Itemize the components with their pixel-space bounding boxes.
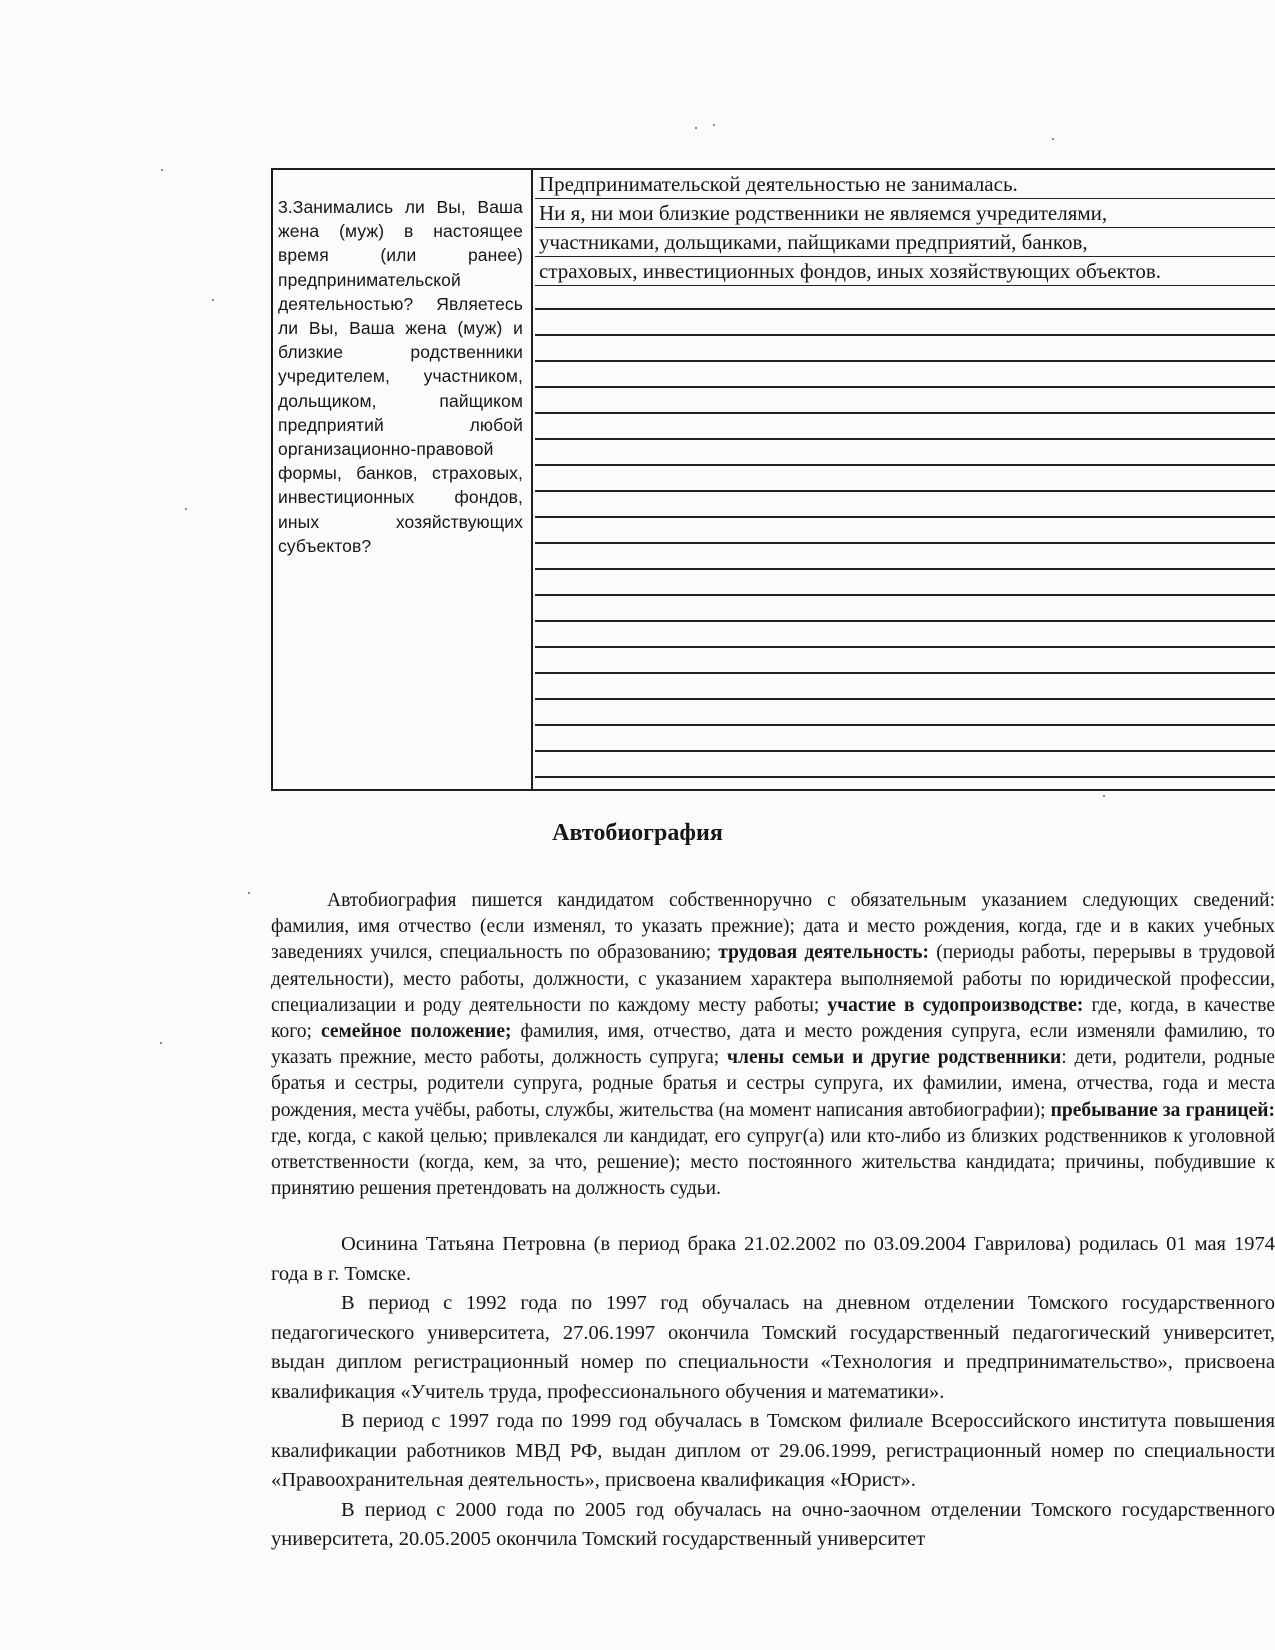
instructions-text: где, когда, с какой целью; привлекался ли кандидат, его супруг(а) или кто-либо из близких родственников к уголовной ответственности (когда, кем, за что, решение); место постоянного жительства кандидата; причины, побудившие к принятию решения претендовать на должность судьи. bbox=[271, 1125, 1275, 1200]
answer-ruled-line bbox=[535, 620, 1275, 622]
instructions-heading: семейное положение; bbox=[320, 1021, 512, 1043]
answer-line: Предпринимательской деятельностью не занималась. bbox=[535, 170, 1275, 199]
instructions-heading: пребывание за границей: bbox=[1050, 1099, 1275, 1121]
instructions-heading: участие в судопроизводстве: bbox=[827, 994, 1084, 1016]
answer-ruled-line bbox=[535, 464, 1275, 466]
instructions-heading: члены семьи и другие родственники bbox=[727, 1047, 1062, 1069]
answer-ruled-line bbox=[535, 542, 1275, 544]
answer-ruled-line bbox=[535, 776, 1275, 778]
answer-ruled-line bbox=[535, 386, 1275, 388]
answer-ruled-line bbox=[535, 594, 1275, 596]
answer-ruled-line bbox=[535, 698, 1275, 700]
answer-ruled-line bbox=[535, 724, 1275, 726]
autobiography-body bbox=[271, 888, 1275, 1555]
answer-ruled-line bbox=[535, 750, 1275, 752]
bio-paragraph: В период с 2000 года по 2005 год обучалась на очно-заочном отделении Томского государственного университета, 20.05.2005 окончила Томский государственный университет bbox=[271, 1498, 1275, 1551]
answer-ruled-line bbox=[535, 334, 1275, 336]
answer-ruled-line bbox=[535, 672, 1275, 674]
answer-ruled-line bbox=[535, 438, 1275, 440]
answer-line: участниками, дольщиками, пайщиками предприятий, банков, bbox=[535, 228, 1275, 257]
instructions-text: : дети, родители, родные братья и сестры, родители супруга, родные братья и сестры супруга, их фамилии, имена, отчества, года и места рождения, места учёбы, работы, службы, жительства (на момент написания автобиографии); bbox=[271, 1047, 1275, 1121]
answer-ruled-line bbox=[535, 646, 1275, 648]
instructions-text: (периоды работы, перерывы в трудовой деятельности), место работы, должности, с указанием характера выполняемой работы по юридической профессии, специализации и роду деятельности по каждому месту работы; bbox=[271, 942, 1275, 1016]
bio-paragraph: В период с 1997 года по 1999 год обучалась в Томском филиале Всероссийского института повышения квалификации работников МВД РФ, выдан диплом от 29.06.1999, регистрационный номер по специальности «Правоохранительная деятельность», присвоена квалификация «Юрист». bbox=[271, 1410, 1275, 1492]
answer-ruled-line bbox=[535, 568, 1275, 570]
instructions-text: где, когда, в качестве кого; bbox=[271, 994, 1275, 1043]
question-cell bbox=[273, 170, 533, 789]
questionnaire-table bbox=[271, 168, 1275, 791]
question-text: 3.Занимались ли Вы, Ваша жена (муж) в настоящее время (или ранее) предпринимательской деятельностью? Являетесь ли Вы, Ваша жена (муж) и близкие родственники учредителем, участником, дольщиком, пайщиком предприятий любой организационно-правовой формы, банков, страховых, инвестиционных фондов, иных хозяйствующих субъектов? bbox=[278, 197, 523, 556]
answer-line: Ни я, ни мои близкие родственники не являемся учредителями, bbox=[535, 199, 1275, 228]
answer-ruled-line bbox=[535, 490, 1275, 492]
answer-line: страховых, инвестиционных фондов, иных хозяйствующих объектов. bbox=[535, 257, 1275, 286]
instructions-text: Автобиография пишется кандидатом собственноручно с обязательным указанием следующих сведений: фамилия, имя отчество (если изменял, то указать прежние); дата и место рождения, когда, где и в каких учебных заведениях учился, специальность по образованию; bbox=[271, 890, 1275, 964]
answer-ruled-line bbox=[535, 360, 1275, 362]
instructions-paragraph bbox=[271, 888, 1275, 1202]
answer-ruled-line bbox=[535, 516, 1275, 518]
instructions-text: фамилия, имя, отчество, дата и место рождения супруга, если изменяли фамилию, то указать прежние, место работы, должность супруга; bbox=[271, 1021, 1275, 1069]
bio-paragraph: В период с 1992 года по 1997 год обучалась на дневном отделении Томского государственного педагогического университета, 27.06.1997 окончила Томский государственный педагогический университет, выдан диплом регистрационный номер по специальности «Технология и предпринимательство», присвоена квалификация «Учитель труда, профессионального обучения и математики». bbox=[271, 1292, 1275, 1403]
autobiography-title: Автобиография bbox=[552, 820, 723, 846]
bio-paragraph: Осинина Татьяна Петровна (в период брака 21.02.2002 по 03.09.2004 Гаврилова) родилась 01 мая 1974 года в г. Томске. bbox=[271, 1233, 1275, 1285]
answer-ruled-line bbox=[535, 412, 1275, 414]
answer-cell bbox=[535, 170, 1275, 789]
instructions-heading: трудовая деятельность: bbox=[718, 942, 929, 964]
answer-ruled-line bbox=[535, 308, 1275, 310]
